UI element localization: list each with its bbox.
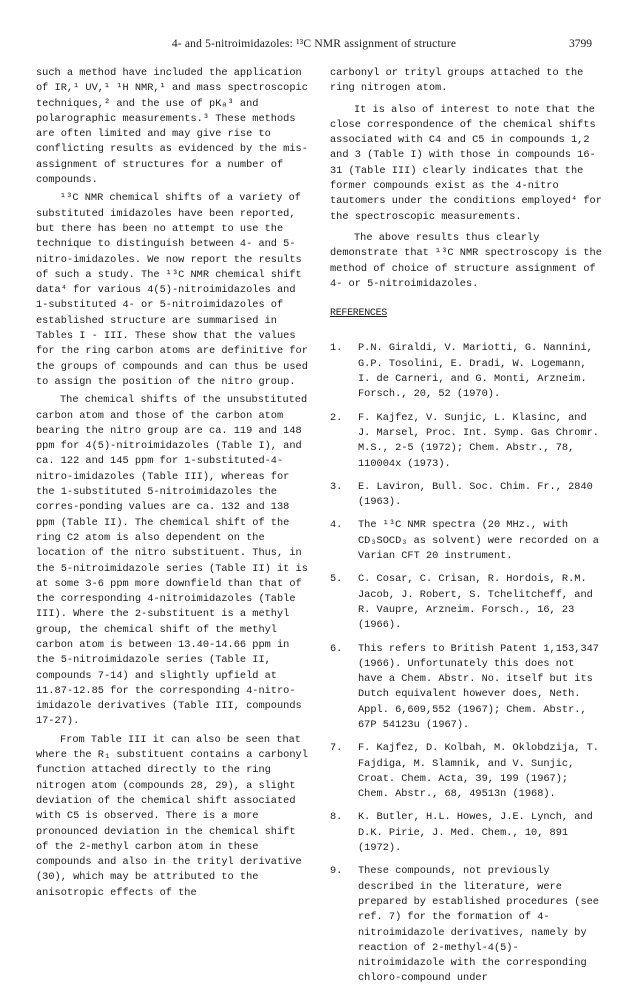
right-column xyxy=(330,66,602,995)
left-column xyxy=(36,66,308,904)
reference-text: C. Cosar, C. Crisan, R. Hordois, R.M. Jacob, J. Robert, S. Tchelitcheff, and R. Vaupre, Arzneim. Forsch., 16, 23 (1966). xyxy=(358,573,593,632)
body-paragraph: From Table III it can also be seen that where the R₁ substituent contains a carbonyl function attached directly to the ring nitrogen atom (compounds 28, 29), a slight deviation of the chemical shift associated with C5 is observed. There is a more pronounced deviation in the chemical shift of the 2-methyl carbon atom in these compounds and also in the trityl derivative (30), which may be attributed to the anisotropic effects of the xyxy=(36,733,308,899)
reference-item xyxy=(330,480,602,511)
reference-text: E. Laviron, Bull. Soc. Chim. Fr., 2840 (1963). xyxy=(358,480,593,509)
reference-number: 2. xyxy=(330,411,343,424)
reference-text: The ¹³C NMR spectra (20 MHz., with CD₃SOCD₃ as solvent) were recorded on a Varian CFT 20 instrument. xyxy=(358,519,599,563)
running-head: 4- and 5-nitroimidazoles: ¹³C NMR assignment of structure xyxy=(171,38,457,50)
reference-text: These compounds, not previously described in the literature, were prepared by established procedures (see ref. 7) for the formation of 4-nitroimidazole derivatives, namely by reaction of 2-methyl-4(5)-nitroimidazole with the corresponding chloro-compound under xyxy=(358,865,599,985)
reference-text: This refers to British Patent 1,153,347 (1966). Unfortunately this does not have a Chem. Abstr. No. itself but its Dutch equivalent however does, Neth. Appl. 6,609,552 (1967); Chem. Abstr., 67P 54123u (1967). xyxy=(358,642,599,731)
reference-number: 1. xyxy=(330,342,343,355)
reference-item xyxy=(330,810,602,856)
reference-number: 3. xyxy=(330,480,343,493)
reference-text: P.N. Giraldi, V. Mariotti, G. Nannini, G.P. Tosolini, E. Dradi, W. Logemann, I. de Carneri, and G. Monti, Arzneim. Forsch., 20, 52 (1970). xyxy=(358,342,593,401)
reference-item xyxy=(330,642,602,734)
reference-text: F. Kajfez, V. Sunjic, L. Klasinc, and J. Marsel, Proc. Int. Symp. Gas Chromr. M.S., 2-5 (1972); Chem. Abstr., 78, 110004x (1973). xyxy=(358,411,599,470)
body-paragraph: The above results thus clearly demonstrate that ¹³C NMR spectroscopy is the method of choice of structure assignment of 4- or 5-nitroimidazoles. xyxy=(330,231,602,290)
reference-list xyxy=(330,341,602,986)
references-heading: REFERENCES xyxy=(330,308,388,320)
body-paragraph: It is also of interest to note that the close correspondence of the chemical shifts associated with C4 and C5 in compounds 1,2 and 3 (Table I) with those in compounds 16-31 (Table III) clearly indicates that the former compounds exist as the 4-nitro tautomers under the conditions employed⁴ for the spectroscopic measurements. xyxy=(330,103,602,223)
reference-item xyxy=(330,411,602,472)
body-paragraph: The chemical shifts of the unsubstituted carbon atom and those of the carbon atom bearing the nitro group are ca. 119 and 148 ppm for 4(5)-nitroimidazoles (Table I), and ca. 122 and 145 ppm for 1-substituted-4-nitro-imidazoles (Table III), whereas for the 1-substituted 5-nitroimidazoles the corres-ponding values are ca. 132 and 138 ppm (Table II). The chemical shift of the ring C2 atom is also dependent on the location of the nitro substituent. Thus, in the 5-nitroimidazole series (Table II) it is at some 3-6 ppm more downfield than that of the corresponding 4-nitroimidazoles (Table III). Where the 2-substituent is a methyl group, the chemical shift of the methyl carbon atom is between 13.40-14.66 ppm in the 5-nitroimidazole series (Table II, compounds 7-14) and slightly upfield at 11.87-12.85 for the corresponding 4-nitro-imidazole derivatives (Table III, compounds 17-27). xyxy=(36,394,308,728)
body-paragraph: ¹³C NMR chemical shifts of a variety of substituted imidazoles have been reported, but there has been no attempt to use the technique to distinguish between 4- and 5-nitro-imidazoles. We now report the results of such a study. The ¹³C NMR chemical shift data⁴ for various 4(5)-nitroimidazoles and 1-substituted 4- or 5-nitroimidazoles of established structure are summarised in Tables I - III. These show that the values for the ring carbon atoms are definitive for the groups of compounds and can thus be used to assign the position of the nitro group. xyxy=(36,192,308,388)
reference-number: 6. xyxy=(330,642,343,655)
page-number: 3799 xyxy=(569,38,592,50)
body-paragraph: such a method have included the application of IR,¹ UV,¹ ¹H NMR,¹ and mass spectroscopic techniques,² and the use of pKₐ³ and polarographic measurements.³ These methods are often limited and may give rise to conflicting results as evidenced by the mis-assignment of structures for a number of compounds. xyxy=(36,67,308,187)
reference-item xyxy=(330,572,602,633)
reference-number: 5. xyxy=(330,573,343,586)
reference-item xyxy=(330,864,602,986)
reference-text: K. Butler, H.L. Howes, J.E. Lynch, and D.K. Pirie, J. Med. Chem., 10, 891 (1972). xyxy=(358,811,593,855)
reference-number: 8. xyxy=(330,811,343,824)
body-paragraph: carbonyl or trityl groups attached to the ring nitrogen atom. xyxy=(330,67,584,95)
reference-item xyxy=(330,518,602,564)
reference-item xyxy=(330,341,602,402)
page-header xyxy=(36,38,592,54)
reference-text: F. Kajfez, D. Kolbah, M. Oklobdzija, T. Fajdiga, M. Slamnik, and V. Sunjic, Croat. Chem. Acta, 39, 199 (1967); Chem. Abstr., 68, 49513n (1968). xyxy=(358,742,599,801)
reference-number: 7. xyxy=(330,742,343,755)
reference-item xyxy=(330,741,602,802)
reference-number: 9. xyxy=(330,865,343,878)
reference-number: 4. xyxy=(330,519,343,532)
